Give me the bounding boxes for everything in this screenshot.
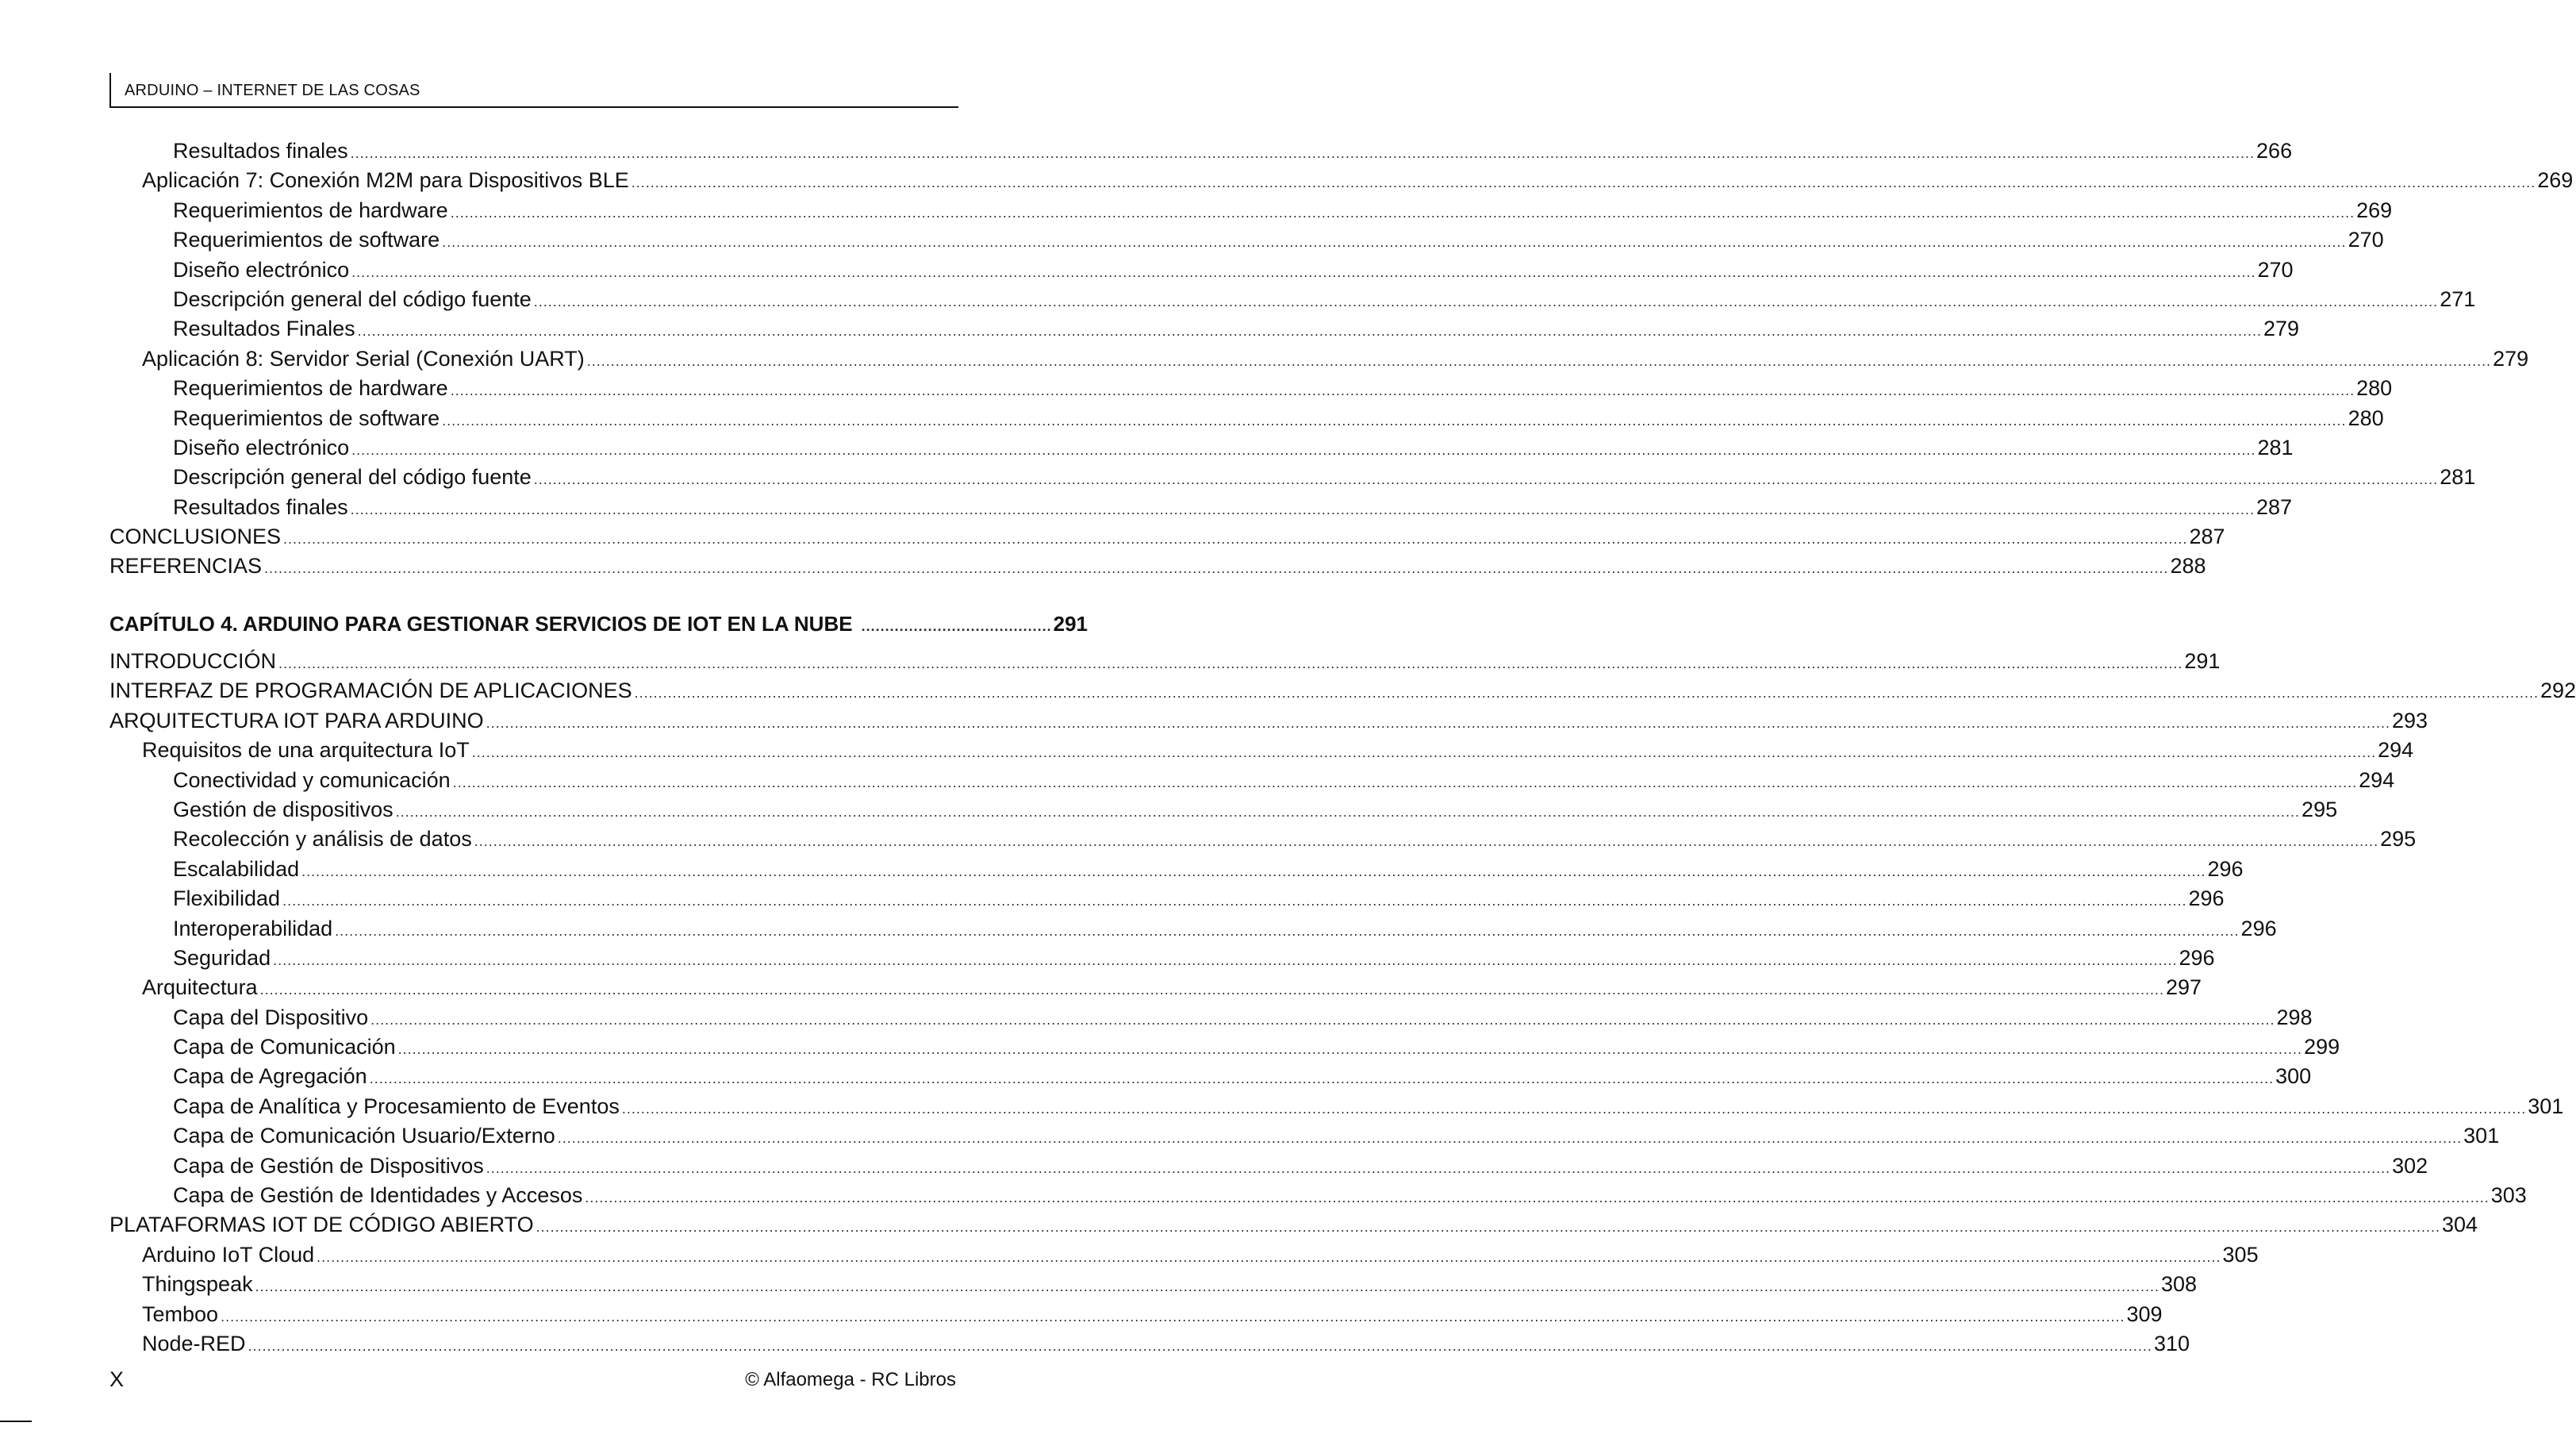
toc-leader-dots: ................................................................................................................................................................................................................................................................................................................................................................................................................ <box>369 1071 2275 1087</box>
toc-leader-dots: ................................................................................................................................................................................................................................................................................................................................................................................................................ <box>317 1248 2221 1265</box>
toc-entry-page: 299 <box>2304 1035 2340 1059</box>
toc-entry-page: 295 <box>2302 797 2338 821</box>
toc-entry <box>109 676 2576 706</box>
toc-leader-dots: ................................................................................................................................................................................................................................................................................................................................................................................................................ <box>474 833 2379 850</box>
toc-entry <box>109 973 2202 1002</box>
toc-leader-dots: ................................................................................................................................................................................................................................................................................................................................................................................................................ <box>442 234 2347 251</box>
toc-entry-page: 288 <box>2170 554 2206 579</box>
toc-entry-title: PLATAFORMAS IOT DE CÓDIGO ABIERTO <box>109 1213 534 1237</box>
toc-leader-dots: ................................................................................................................................................................................................................................................................................................................................................................................................................ <box>452 774 2358 790</box>
toc-entry-page: 287 <box>2256 494 2293 519</box>
toc-entry-page: 280 <box>2348 406 2384 430</box>
toc-leader-dots: ................................................................................................................................................................................................................................................................................................................................................................................................................ <box>221 1308 2125 1325</box>
toc-entry <box>109 314 2300 344</box>
toc-entry-title: Arduino IoT Cloud <box>142 1242 315 1267</box>
chapter-page-number: 291 <box>1053 612 1088 636</box>
toc-entry-page: 292 <box>2540 679 2576 703</box>
toc-entry-page: 309 <box>2126 1302 2163 1326</box>
toc-entry-page: 271 <box>2440 286 2476 311</box>
toc-entry <box>109 1062 2312 1091</box>
toc-leader-dots: ................................................................................................................................................................................................................................................................................................................................................................................................................ <box>351 263 2256 280</box>
toc-entry-page: 270 <box>2257 257 2294 282</box>
toc-entry-page: 296 <box>2207 856 2244 881</box>
toc-entry <box>109 1121 2500 1151</box>
toc-entry-title: CONCLUSIONES <box>109 525 282 549</box>
toc-entry-title: Requerimientos de hardware <box>173 198 448 222</box>
toc-entry-page: 281 <box>2440 465 2476 490</box>
toc-entry-title: Temboo <box>142 1302 219 1326</box>
toc-leader-dots: ................................................................................................................................................................................................................................................................................................................................................................................................................ <box>335 922 2240 939</box>
toc-leader-dots: ................................................................................................................................................................................................................................................................................................................................................................................................................ <box>486 714 2390 731</box>
toc-entry-page: 298 <box>2276 1005 2313 1029</box>
running-header-title: ARDUINO – INTERNET DE LAS COSAS <box>125 82 420 99</box>
toc-entry-page: 269 <box>2356 198 2393 222</box>
toc-entry-title: Capa de Gestión de Identidades y Accesos <box>173 1183 583 1208</box>
toc-entry-title: REFERENCIAS <box>109 554 263 579</box>
toc-entry <box>109 374 2393 403</box>
toc-leader-dots: ................................................................................................................................................................................................................................................................................................................................................................................................................ <box>350 501 2255 517</box>
toc-entry <box>109 706 2428 736</box>
toc-entry <box>109 1300 2163 1329</box>
toc-entry-page: 269 <box>2537 168 2574 193</box>
toc-entry-title: Aplicación 7: Conexión M2M para Dispositivos BLE <box>142 168 629 193</box>
toc-entry <box>109 1003 2313 1032</box>
toc-entry <box>109 166 2574 195</box>
toc-entry <box>109 1152 2428 1181</box>
toc-leader-dots: ................................................................................................................................................................................................................................................................................................................................................................................................................ <box>634 685 2540 702</box>
toc-entry <box>109 736 2414 765</box>
toc-entry <box>109 1329 2190 1359</box>
toc-entry <box>109 1092 2564 1121</box>
chapter-title: CAPÍTULO 4. ARDUINO PARA GESTIONAR SERVICIOS DE IOT EN LA NUBE <box>109 612 853 636</box>
toc-entry-title: Thingspeak <box>142 1272 253 1297</box>
toc-entry <box>109 196 2393 225</box>
toc-leader-dots: ................................................................................................................................................................................................................................................................................................................................................................................................................ <box>301 863 2206 879</box>
toc-entry-page: 294 <box>2359 767 2395 792</box>
toc-entry <box>109 404 2384 433</box>
toc-leader-dots: ................................................................................................................................................................................................................................................................................................................................................................................................................ <box>397 1041 2303 1058</box>
toc-entry-page: 308 <box>2160 1272 2198 1297</box>
toc-entry-page: 270 <box>2348 228 2384 252</box>
toc-entry-title: Descripción general del código fuente <box>173 465 532 490</box>
toc-entry-title: Capa del Dispositivo <box>173 1005 369 1029</box>
toc-entry <box>109 433 2294 463</box>
toc-leader-dots: ................................................................................................................................................................................................................................................................................................................................................................................................................ <box>255 1278 2159 1295</box>
toc-entry-page: 279 <box>2493 346 2529 371</box>
toc-leader-dots: ................................................................................................................................................................................................................................................................................................................................................................................................................ <box>471 744 2377 761</box>
toc-entry-page: 301 <box>2528 1094 2564 1118</box>
toc-entry-page: 291 <box>2184 649 2221 673</box>
toc-entry-page: 280 <box>2356 376 2393 401</box>
chapter-heading <box>109 608 1088 640</box>
toc-leader-dots: ................................................................................................................................................................................................................................................................................................................................................................................................................ <box>557 1130 2463 1147</box>
toc-entry-title: Recolección y análisis de datos <box>173 827 472 852</box>
toc-entry <box>109 522 2225 552</box>
toc-entry-page: 287 <box>2189 525 2225 549</box>
toc-entry-page: 295 <box>2380 827 2417 852</box>
toc-entry <box>109 256 2294 285</box>
toc-leader-dots: ................................................................................................................................................................................................................................................................................................................................................................................................................ <box>248 1337 2152 1354</box>
toc-entry-title: Requisitos de una arquitectura IoT <box>142 738 470 763</box>
folio-page-number: X <box>109 1367 125 1391</box>
toc-entry-page: 304 <box>2442 1213 2478 1237</box>
toc-entry <box>109 1270 2198 1299</box>
toc-entry <box>109 463 2476 492</box>
toc-entry-title: Capa de Comunicación Usuario/Externo <box>173 1124 555 1148</box>
toc-leader-dots: ................................................................................................................................................................................................................................................................................................................................................................................................................ <box>283 531 2188 548</box>
toc-leader-dots: ................................................................................................................................................................................................................................................................................................................................................................................................................ <box>442 412 2347 429</box>
toc-leader-dots: ................................................................................................................................................................................................................................................................................................................................................................................................................ <box>259 982 2164 998</box>
toc-entry <box>109 1181 2527 1210</box>
toc-entry <box>109 136 2293 166</box>
toc-entry-title: Escalabilidad <box>173 856 300 881</box>
toc-entry-page: 294 <box>2378 738 2414 763</box>
running-header <box>109 73 958 108</box>
toc-entry <box>109 825 2417 854</box>
table-of-contents-part-2 <box>109 647 2576 1359</box>
toc-entry <box>109 225 2384 255</box>
toc-leader-dots: ................................................................................................................................................................................................................................................................................................................................................................................................................ <box>450 383 2355 399</box>
toc-entry-page: 301 <box>2463 1124 2500 1148</box>
toc-entry-title: Capa de Agregación <box>173 1064 367 1089</box>
toc-entry <box>109 884 2225 913</box>
crop-mark <box>0 1421 32 1422</box>
toc-entry <box>109 1210 2478 1240</box>
toc-entry-page: 303 <box>2490 1183 2527 1208</box>
table-of-contents-part-1 <box>109 136 2574 582</box>
toc-entry-title: Arquitectura <box>142 975 258 1000</box>
toc-leader-dots: ................................................................................................................................................................................................................................................................................................................................................................................................................ <box>621 1100 2527 1117</box>
toc-entry-title: Resultados Finales <box>173 317 355 341</box>
toc-entry-page: 300 <box>2275 1064 2312 1089</box>
toc-entry-title: INTRODUCCIÓN <box>109 649 276 673</box>
toc-leader-dots: ................................................................................................................................................................................................................................................................................................................................................................................................................ <box>370 1011 2275 1028</box>
toc-leader-dots: ................................................................................................................................................................................................................................................................................................................................................................................................................ <box>450 204 2355 221</box>
toc-leader-dots: ................................................................................................................................................................................................................................................................................................................................................................................................................ <box>395 803 2301 820</box>
toc-entry-title: Aplicación 8: Servidor Serial (Conexión UART) <box>142 346 585 371</box>
toc-entry-page: 302 <box>2392 1153 2428 1178</box>
toc-entry <box>109 766 2395 795</box>
toc-entry-title: Resultados finales <box>173 139 348 163</box>
toc-entry-page: 310 <box>2153 1331 2190 1355</box>
toc-leader-dots: ................................................................................................................................................................................................................................................................................................................................................................................................................ <box>533 293 2439 310</box>
toc-entry-title: Node-RED <box>142 1331 246 1355</box>
toc-entry-title: Capa de Comunicación <box>173 1035 396 1059</box>
toc-leader-dots: ................................................................................................................................................................................................................................................................................................................................................................................................................ <box>273 952 2178 968</box>
toc-entry-title: Resultados finales <box>173 494 348 519</box>
toc-entry-title: Capa de Gestión de Dispositivos <box>173 1153 484 1178</box>
toc-leader-dots: ................................................................................................................................................................................................................................................................................................................................................................................................................ <box>486 1159 2391 1176</box>
toc-leader-dots: ................................................................................................................................................................................................................................................................................................................................................................................................................ <box>533 471 2439 488</box>
toc-leader-dots: ................................................................................................................................................................................................................................................................................................................................................................................................................ <box>278 656 2183 671</box>
toc-entry <box>109 647 2221 676</box>
toc-leader-dots: ................................................................................................................................................................................................................................................................................................................................................................................................................ <box>282 893 2187 909</box>
toc-entry-page: 297 <box>2165 975 2202 1000</box>
chapter-leader-dots: ........................................ <box>861 618 1052 634</box>
toc-entry-title: Interoperabilidad <box>173 916 333 940</box>
toc-entry-title: Diseño electrónico <box>173 435 350 459</box>
toc-entry <box>109 344 2529 374</box>
toc-leader-dots: ................................................................................................................................................................................................................................................................................................................................................................................................................ <box>357 323 2263 340</box>
publisher-credit: © Alfaomega - RC Libros <box>745 1369 956 1390</box>
toc-entry-title: Descripción general del código fuente <box>173 286 532 311</box>
toc-entry-page: 296 <box>2188 886 2225 911</box>
toc-entry <box>109 552 2206 581</box>
toc-entry-page: 296 <box>2179 945 2215 970</box>
toc-entry <box>109 795 2338 825</box>
toc-entry-page: 305 <box>2222 1242 2259 1267</box>
toc-entry-title: Flexibilidad <box>173 886 281 911</box>
toc-entry-title: Requerimientos de software <box>173 406 440 430</box>
toc-entry-page: 279 <box>2263 317 2300 341</box>
toc-leader-dots: ................................................................................................................................................................................................................................................................................................................................................................................................................ <box>350 145 2255 161</box>
toc-entry <box>109 855 2244 884</box>
toc-leader-dots: ................................................................................................................................................................................................................................................................................................................................................................................................................ <box>536 1219 2440 1236</box>
toc-entry-title: Seguridad <box>173 945 271 970</box>
toc-entry-page: 266 <box>2256 139 2293 163</box>
toc-entry-title: Conectividad y comunicación <box>173 767 451 792</box>
toc-entry-title: Requerimientos de software <box>173 228 440 252</box>
toc-entry-title: ARQUITECTURA IOT PARA ARDUINO <box>109 708 484 732</box>
toc-leader-dots: ................................................................................................................................................................................................................................................................................................................................................................................................................ <box>351 441 2256 458</box>
toc-entry <box>109 493 2293 522</box>
toc-entry <box>109 285 2476 314</box>
toc-entry-title: Requerimientos de hardware <box>173 376 448 401</box>
toc-leader-dots: ................................................................................................................................................................................................................................................................................................................................................................................................................ <box>586 352 2492 369</box>
toc-leader-dots: ................................................................................................................................................................................................................................................................................................................................................................................................................ <box>631 175 2536 191</box>
toc-entry-title: Capa de Analítica y Procesamiento de Eventos <box>173 1094 620 1118</box>
toc-entry <box>109 1240 2259 1270</box>
toc-entry <box>109 1032 2340 1062</box>
toc-leader-dots: ................................................................................................................................................................................................................................................................................................................................................................................................................ <box>585 1190 2490 1206</box>
toc-entry-title: Diseño electrónico <box>173 257 350 282</box>
toc-entry-page: 281 <box>2257 435 2294 459</box>
toc-entry-page: 296 <box>2240 916 2277 940</box>
toc-entry-title: Gestión de dispositivos <box>173 797 394 821</box>
toc-leader-dots: ................................................................................................................................................................................................................................................................................................................................................................................................................ <box>264 560 2169 577</box>
toc-entry-title: INTERFAZ DE PROGRAMACIÓN DE APLICACIONES <box>109 679 632 703</box>
toc-entry <box>109 944 2215 973</box>
toc-entry <box>109 914 2277 944</box>
toc-entry-page: 293 <box>2391 708 2428 732</box>
